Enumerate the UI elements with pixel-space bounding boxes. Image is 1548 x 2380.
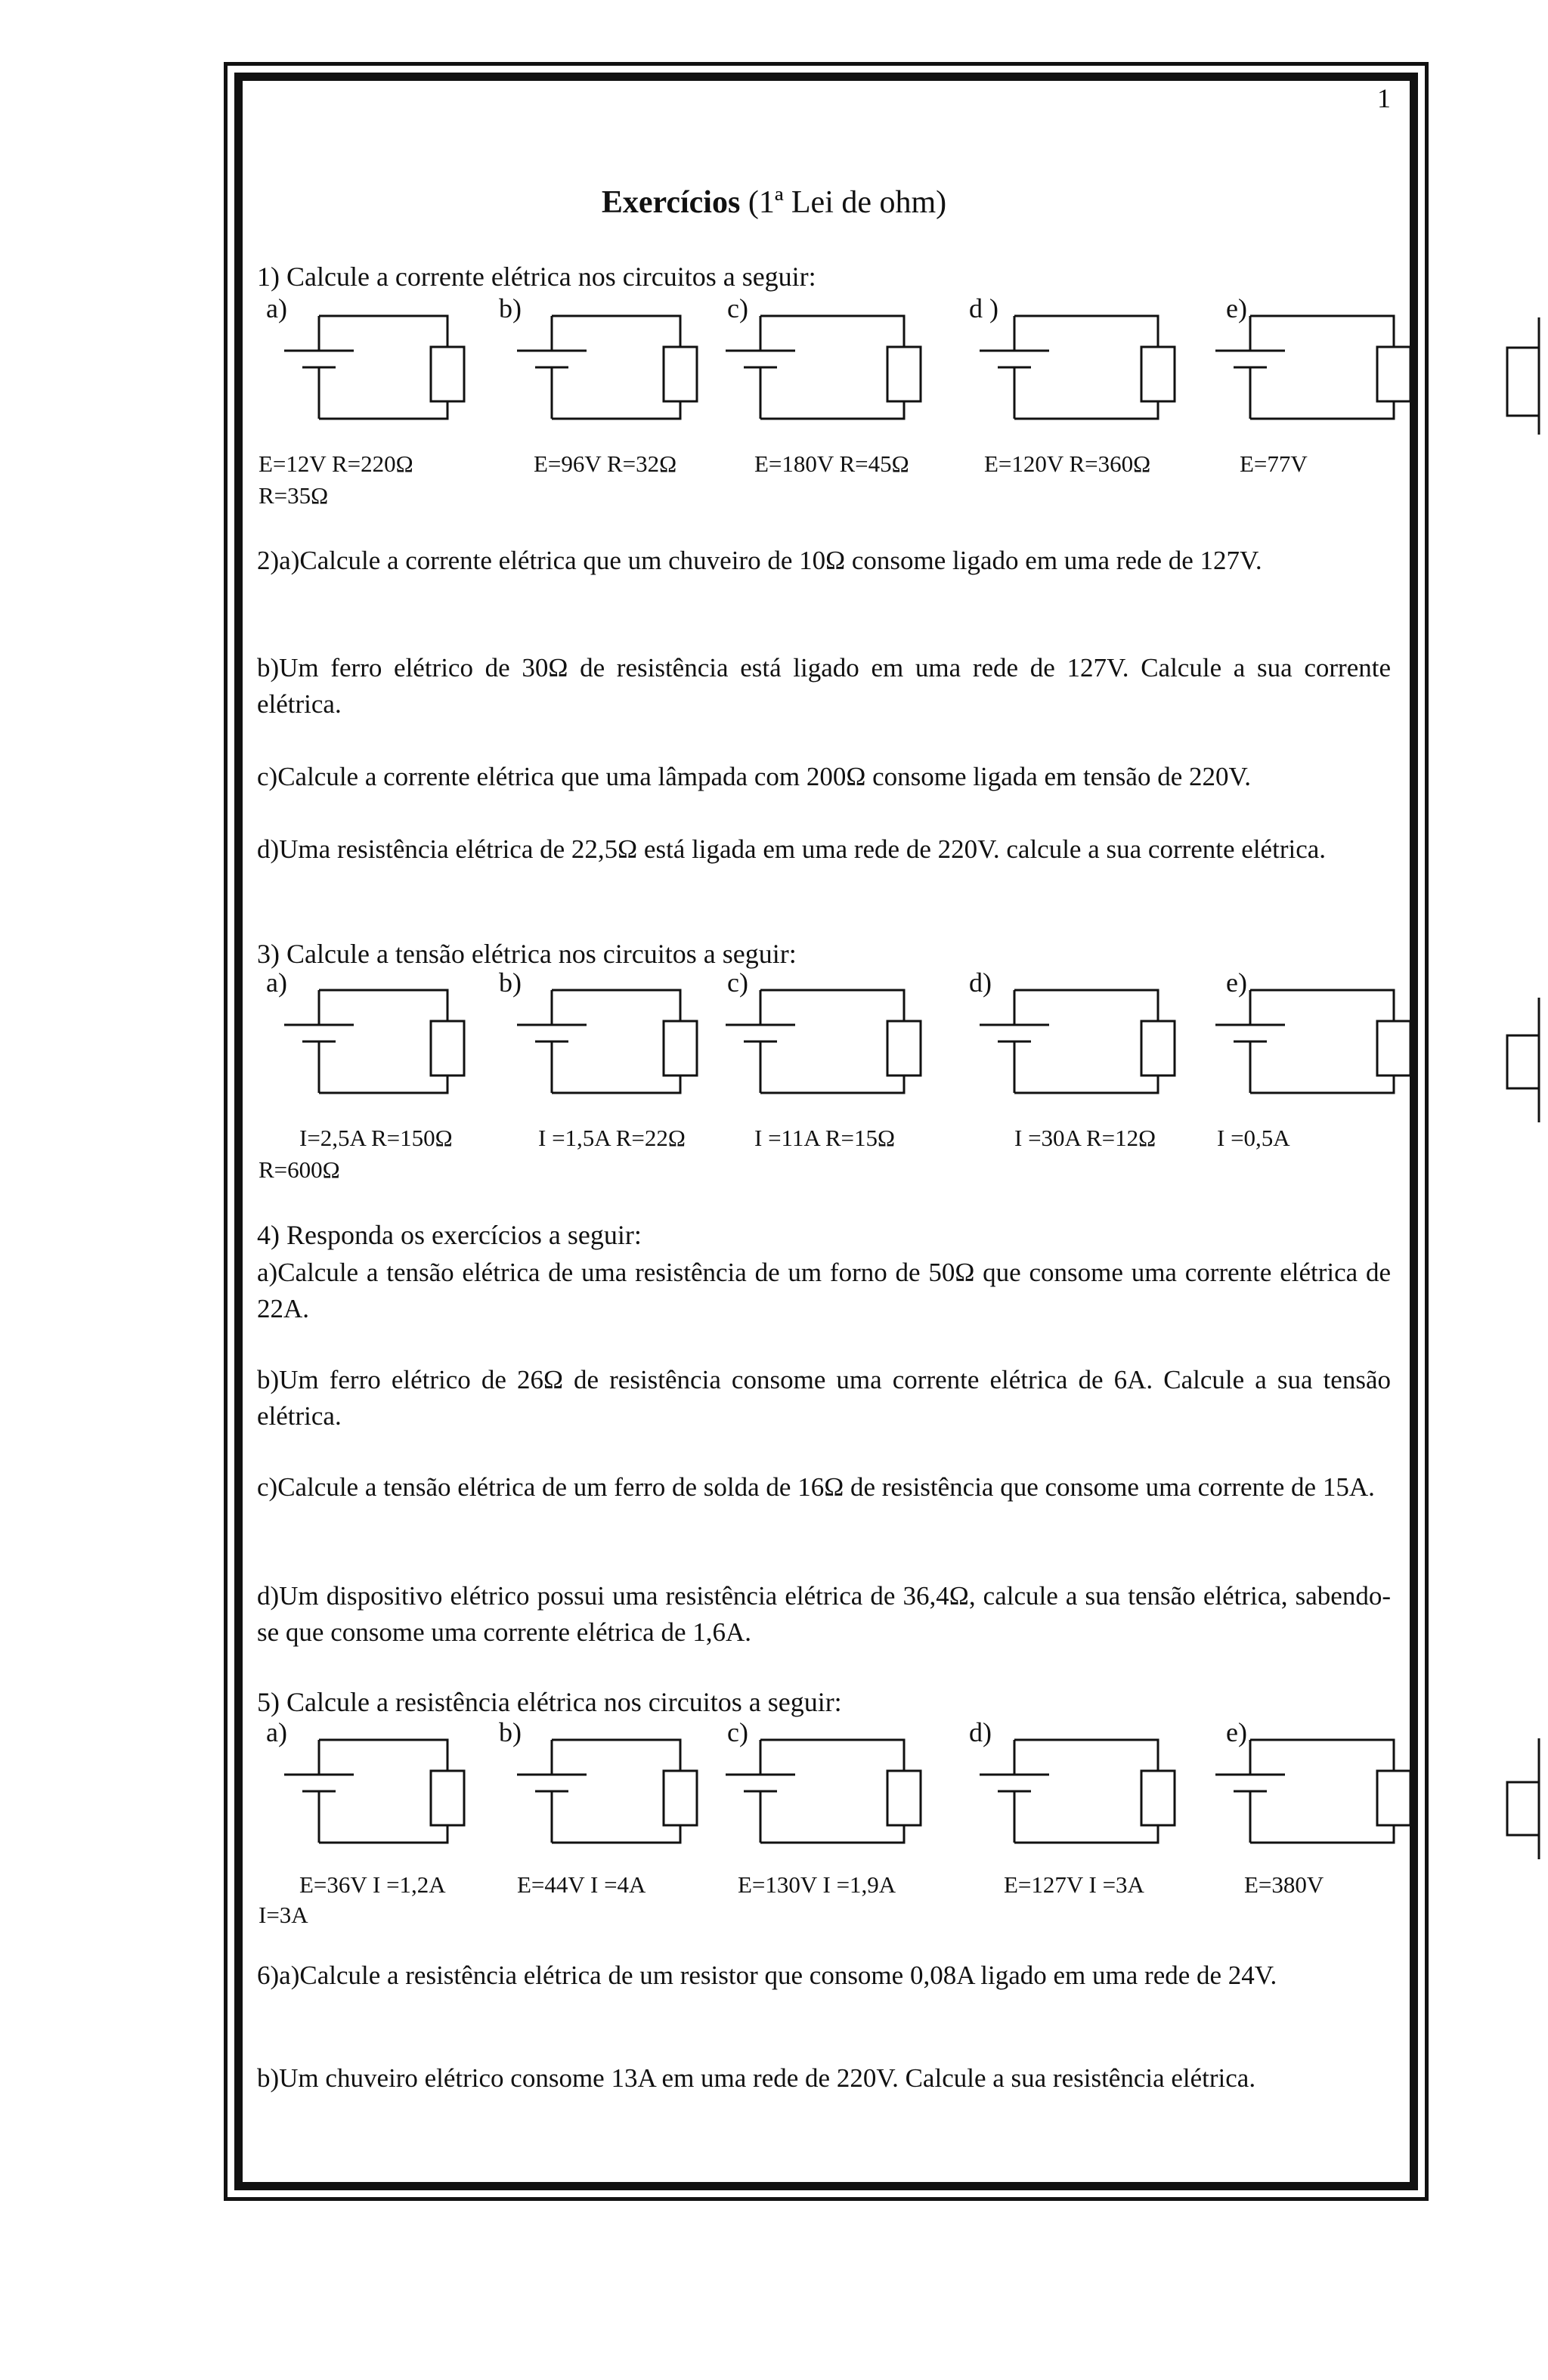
q3-circuit-e	[1220, 980, 1416, 1108]
wire-bottom	[760, 401, 904, 419]
battery-symbol	[726, 351, 795, 367]
q1-circuit-e	[1220, 305, 1416, 434]
wire-top	[552, 990, 680, 1021]
wire-top	[552, 316, 680, 347]
battery-symbol	[517, 1775, 587, 1791]
resistor-symbol	[887, 347, 921, 401]
q1-value-e: E=77V	[1240, 450, 1308, 477]
q5-heading: 5) Calcule a resistência elétrica nos circuitos a seguir:	[257, 1687, 842, 1717]
wire-bottom	[1250, 1075, 1394, 1093]
edge-circuit-fragment-1	[1504, 317, 1548, 438]
wire-bottom	[552, 1075, 680, 1093]
battery-symbol	[517, 351, 587, 367]
wire-top	[760, 1740, 904, 1771]
wire-top	[319, 990, 447, 1021]
q3-value-a: I=2,5A R=150Ω	[299, 1125, 453, 1151]
q3-value-e: I =0,5A	[1217, 1125, 1290, 1151]
wire-bottom	[319, 1075, 447, 1093]
q1-value-overflow: R=35Ω	[259, 482, 329, 509]
resistor-symbol	[1377, 347, 1410, 401]
q5-circuit-label-b: b)	[499, 1717, 522, 1747]
wire-bottom	[552, 1825, 680, 1843]
resistor-symbol	[431, 1021, 464, 1075]
battery-symbol	[980, 1775, 1049, 1791]
q5-value-overflow: I=3A	[259, 1902, 308, 1928]
q1-circuit-b	[514, 305, 711, 434]
q5-circuit-a	[281, 1729, 478, 1858]
q6-a: 6)a)Calcule a resistência elétrica de um resistor que consome 0,08A ligado em uma rede de 24V.	[257, 1961, 1277, 1990]
wire-top	[319, 316, 447, 347]
q1-value-b: E=96V R=32Ω	[534, 450, 677, 477]
q3-circuit-a	[281, 980, 478, 1108]
q5-circuit-d	[984, 1729, 1181, 1858]
battery-symbol	[284, 1775, 354, 1791]
q3-circuit-c	[730, 980, 927, 1108]
resistor-symbol	[1141, 1771, 1175, 1825]
q5-circuit-e	[1220, 1729, 1416, 1858]
q3-circuit-label-c: c)	[727, 967, 748, 998]
q4-a: a)Calcule a tensão elétrica de uma resistência de um forno de 50Ω que consome uma corrente elétrica de 22A.	[257, 1258, 1391, 1323]
q5-value-e: E=380V	[1244, 1871, 1324, 1898]
wire-bottom	[760, 1825, 904, 1843]
q3-circuit-label-a: a)	[266, 967, 287, 998]
resistor-symbol	[1377, 1771, 1410, 1825]
battery-symbol	[1215, 1775, 1285, 1791]
q1-value-a: E=12V R=220Ω	[259, 450, 413, 477]
battery-symbol	[726, 1775, 795, 1791]
q5-circuit-label-e: e)	[1226, 1717, 1247, 1747]
q1-heading: 1) Calcule a corrente elétrica nos circuitos a seguir:	[257, 262, 816, 292]
q1-circuit-label-e: e)	[1226, 293, 1247, 323]
q1-value-d: E=120V R=360Ω	[984, 450, 1151, 477]
q3-value-d: I =30A R=12Ω	[1014, 1125, 1156, 1151]
resistor-symbol	[1377, 1021, 1410, 1075]
page-title: Exercícios (1ª Lei de ohm)	[601, 185, 947, 220]
battery-symbol	[726, 1025, 795, 1041]
q4-c: c)Calcule a tensão elétrica de um ferro de solda de 16Ω de resistência que consome uma corrente de 15A.	[257, 1472, 1375, 1502]
resistor-symbol	[431, 347, 464, 401]
q1-circuit-label-b: b)	[499, 293, 522, 323]
wire-bottom	[1014, 1825, 1158, 1843]
resistor-symbol	[664, 1771, 697, 1825]
q4-heading: 4) Responda os exercícios a seguir:	[257, 1220, 642, 1250]
q2-b: b)Um ferro elétrico de 30Ω de resistência está ligado em uma rede de 127V. Calcule a sua corrente elétrica.	[257, 653, 1391, 719]
q1-circuit-a	[281, 305, 478, 434]
wire-top	[760, 990, 904, 1021]
wire-top	[1014, 316, 1158, 347]
q5-value-b: E=44V I =4A	[517, 1871, 646, 1898]
q5-value-d: E=127V I =3A	[1004, 1871, 1144, 1898]
wire-top	[760, 316, 904, 347]
wire-bottom	[1014, 401, 1158, 419]
q3-value-overflow: R=600Ω	[259, 1156, 340, 1183]
wire-bottom	[1014, 1075, 1158, 1093]
q5-circuit-label-d: d)	[969, 1717, 992, 1747]
q5-circuit-label-c: c)	[727, 1717, 748, 1747]
q3-circuit-b	[514, 980, 711, 1108]
q2-a: 2)a)Calcule a corrente elétrica que um chuveiro de 10Ω consome ligado em uma rede de 127V.	[257, 546, 1262, 575]
wire-top	[1250, 316, 1394, 347]
wire-bottom	[319, 401, 447, 419]
q4-d: d)Um dispositivo elétrico possui uma resistência elétrica de 36,4Ω, calcule a sua tensão elétrica, sabendo-se que consome uma corrente elétrica de 1,6A.	[257, 1581, 1391, 1647]
q3-circuit-label-b: b)	[499, 967, 522, 998]
resistor-symbol	[1141, 1021, 1175, 1075]
wire-bottom	[552, 401, 680, 419]
wire-top	[1250, 1740, 1394, 1771]
edge-circuit-fragment-2	[1504, 998, 1548, 1119]
q2-c: c)Calcule a corrente elétrica que uma lâmpada com 200Ω consome ligada em tensão de 220V.	[257, 762, 1251, 791]
q5-circuit-label-a: a)	[266, 1717, 287, 1747]
q5-value-c: E=130V I =1,9A	[738, 1871, 896, 1898]
q3-circuit-d	[984, 980, 1181, 1108]
q3-value-b: I =1,5A R=22Ω	[538, 1125, 686, 1151]
q3-circuit-label-e: e)	[1226, 967, 1247, 998]
resistor-symbol	[887, 1771, 921, 1825]
resistor-symbol	[1141, 347, 1175, 401]
q3-heading: 3) Calcule a tensão elétrica nos circuitos a seguir:	[257, 939, 797, 969]
edge-circuit-fragment-3	[1504, 1738, 1548, 1859]
q6-b: b)Um chuveiro elétrico consome 13A em uma rede de 220V. Calcule a sua resistência elétrica.	[257, 2063, 1256, 2093]
wire-top	[1014, 1740, 1158, 1771]
battery-symbol	[980, 351, 1049, 367]
q1-circuit-d	[984, 305, 1181, 434]
wire-top	[552, 1740, 680, 1771]
q1-circuit-label-c: c)	[727, 293, 748, 323]
wire-bottom	[319, 1825, 447, 1843]
battery-symbol	[1215, 351, 1285, 367]
wire-bottom	[1250, 401, 1394, 419]
q1-circuit-label-a: a)	[266, 293, 287, 323]
q1-value-c: E=180V R=45Ω	[754, 450, 909, 477]
q5-circuit-c	[730, 1729, 927, 1858]
resistor-symbol	[887, 1021, 921, 1075]
battery-symbol	[284, 1025, 354, 1041]
wire-bottom	[760, 1075, 904, 1093]
battery-symbol	[1215, 1025, 1285, 1041]
resistor-symbol	[664, 1021, 697, 1075]
q1-circuit-c	[730, 305, 927, 434]
q3-circuit-label-d: d)	[969, 967, 992, 998]
q4-b: b)Um ferro elétrico de 26Ω de resistência consome uma corrente elétrica de 6A. Calcule a sua tensão elétrica.	[257, 1365, 1391, 1431]
q1-circuit-label-d: d )	[969, 293, 998, 323]
wire-top	[1250, 990, 1394, 1021]
resistor-symbol	[664, 347, 697, 401]
wire-bottom	[1250, 1825, 1394, 1843]
q5-circuit-b	[514, 1729, 711, 1858]
resistor-symbol	[431, 1771, 464, 1825]
q5-value-a: E=36V I =1,2A	[299, 1871, 446, 1898]
q2-d: d)Uma resistência elétrica de 22,5Ω está ligada em uma rede de 220V. calcule a sua corrente elétrica.	[257, 834, 1327, 864]
battery-symbol	[517, 1025, 587, 1041]
battery-symbol	[980, 1025, 1049, 1041]
wire-top	[1014, 990, 1158, 1021]
wire-top	[319, 1740, 447, 1771]
page-number: 1	[1377, 83, 1391, 113]
q3-value-c: I =11A R=15Ω	[754, 1125, 896, 1151]
battery-symbol	[284, 351, 354, 367]
